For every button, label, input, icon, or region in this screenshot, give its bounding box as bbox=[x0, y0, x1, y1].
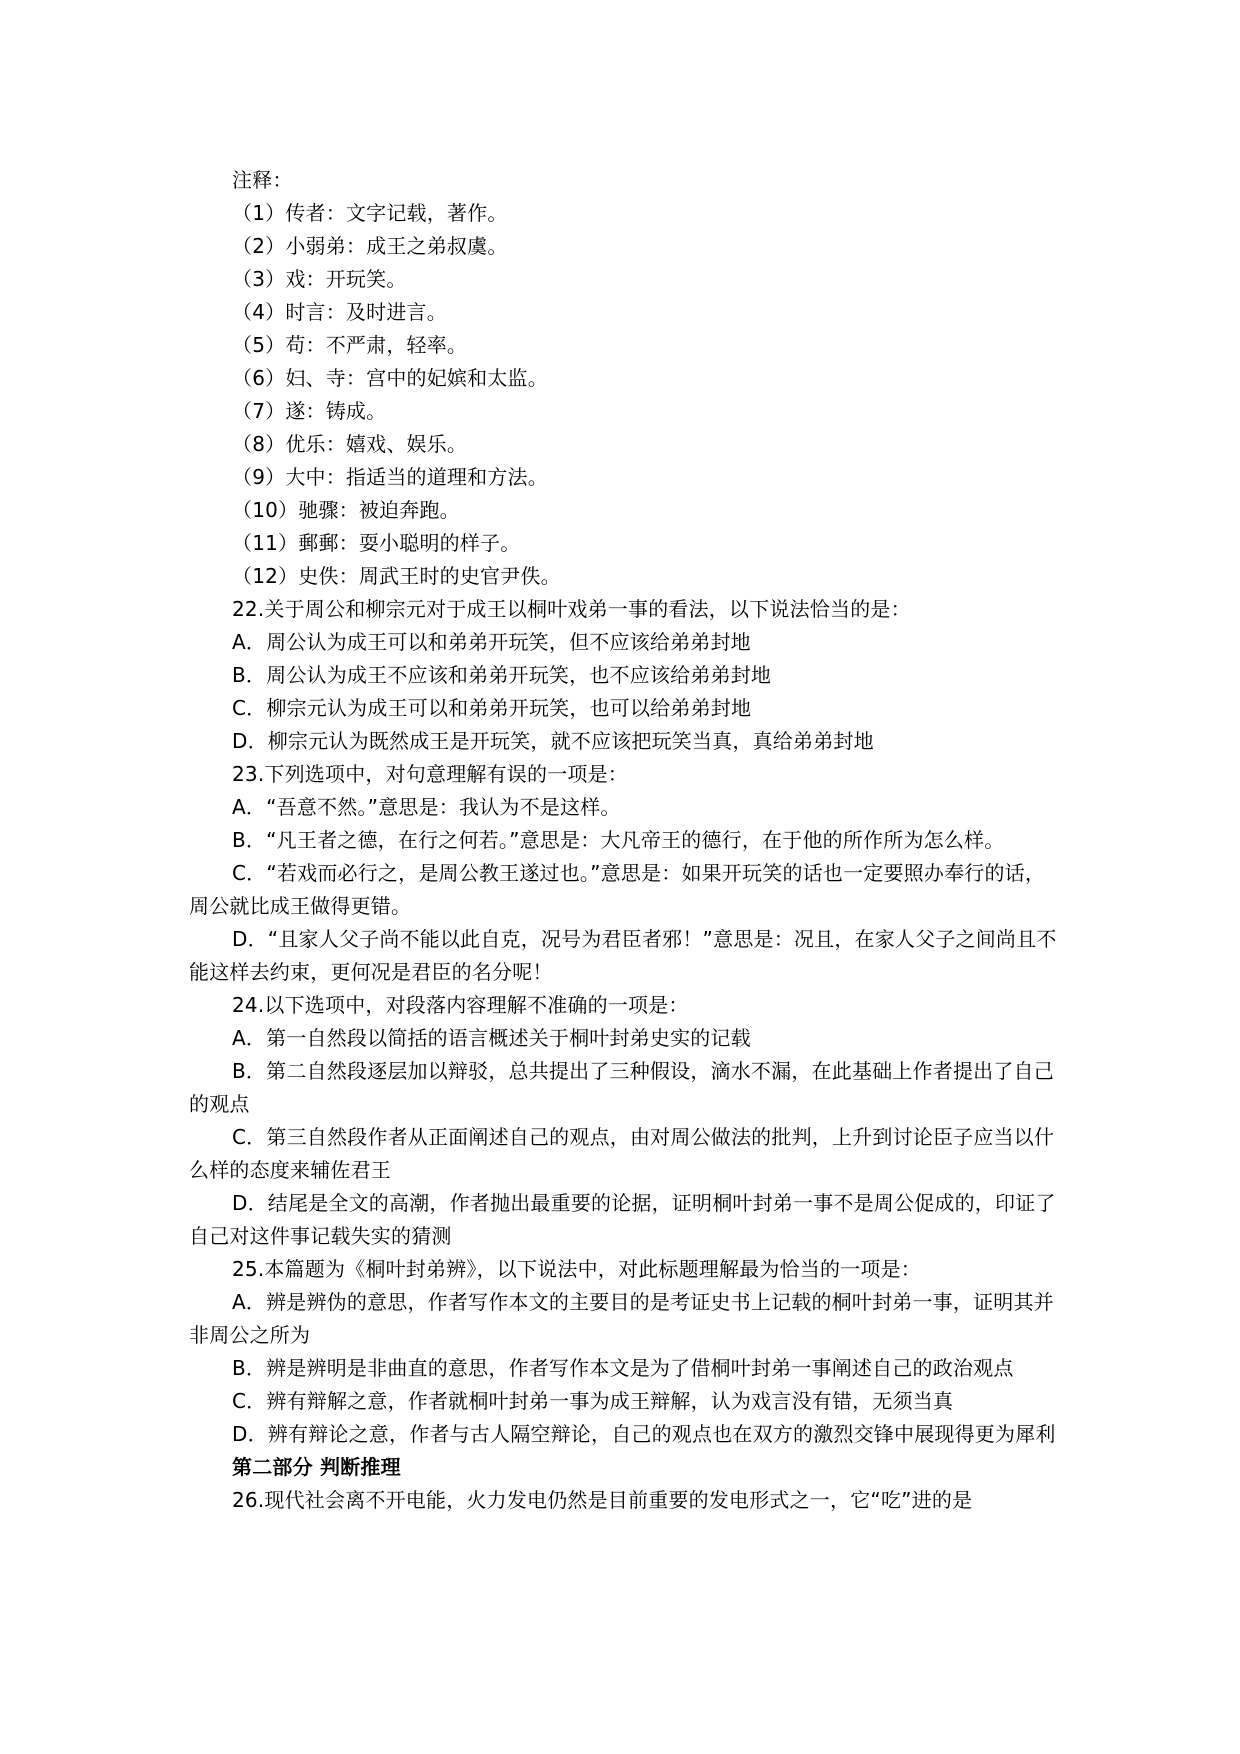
section-title: 第二部分 判断推理 bbox=[232, 1455, 401, 1479]
question-23-option-a: A．“吾意不然。”意思是：我认为不是这样。 bbox=[232, 795, 621, 819]
note-item: （9）大中：指适当的道理和方法。 bbox=[232, 465, 548, 489]
question-25-option-a: A．辨是辨伪的意思，作者写作本文的主要目的是考证史书上记载的桐叶封弟一事，证明其并非周公之所为 bbox=[189, 1290, 1054, 1347]
question-24-option-b: B．第二自然段逐层加以辩驳，总共提出了三种假设，滴水不漏，在此基础上作者提出了自己的观点 bbox=[189, 1059, 1054, 1116]
question-25-option-c: C．辨有辩解之意，作者就桐叶封弟一事为成王辩解，认为戏言没有错，无须当真 bbox=[232, 1389, 954, 1413]
question-22-stem: 22.关于周公和柳宗元对于成王以桐叶戏弟一事的看法，以下说法恰当的是： bbox=[232, 597, 911, 621]
note-item: （7）遂：铸成。 bbox=[232, 399, 387, 423]
note-item: （2）小弱弟：成王之弟叔虞。 bbox=[232, 234, 508, 258]
question-24-option-c: C．第三自然段作者从正面阐述自己的观点，由对周公做法的批判，上升到讨论臣子应当以什么样的态度来辅佐君王 bbox=[189, 1125, 1055, 1182]
note-item: （8）优乐：嬉戏、娱乐。 bbox=[232, 432, 468, 456]
question-25-option-d: D．辨有辩论之意，作者与古人隔空辩论，自己的观点也在双方的激烈交锋中展现得更为犀利 bbox=[232, 1422, 1056, 1446]
question-26-stem: 26.现代社会离不开电能，火力发电仍然是目前重要的发电形式之一，它“吃”进的是 bbox=[232, 1488, 973, 1512]
question-25-stem: 25.本篇题为《桐叶封弟辨》，以下说法中，对此标题理解最为恰当的一项是： bbox=[232, 1257, 922, 1281]
note-item: （11）郵郵：耍小聪明的样子。 bbox=[232, 531, 521, 555]
question-23-option-c: C．“若戏而必行之，是周公教王遂过也。”意思是：如果开玩笑的话也一定要照办奉行的话，周公就比成王做得更错。 bbox=[189, 861, 1046, 918]
question-22-option-c: C．柳宗元认为成王可以和弟弟开玩笑，也可以给弟弟封地 bbox=[232, 696, 752, 720]
question-24-option-d: D．结尾是全文的高潮，作者抛出最重要的论据，证明桐叶封弟一事不是周公促成的，印证了自己对这件事记载失实的猜测 bbox=[189, 1191, 1056, 1248]
note-item: （10）驰骤：被迫奔跑。 bbox=[232, 498, 460, 522]
question-22-option-a: A．周公认为成王可以和弟弟开玩笑，但不应该给弟弟封地 bbox=[232, 630, 751, 654]
question-22-option-d: D．柳宗元认为既然成王是开玩笑，就不应该把玩笑当真，真给弟弟封地 bbox=[232, 729, 874, 753]
notes-heading: 注释： bbox=[232, 168, 293, 192]
note-item: （12）史佚：周武王时的史官尹佚。 bbox=[232, 564, 561, 588]
question-24-stem: 24.以下选项中，对段落内容理解不准确的一项是： bbox=[232, 993, 689, 1017]
question-25-option-b: B．辨是辨明是非曲直的意思，作者写作本文是为了借桐叶封弟一事阐述自己的政治观点 bbox=[232, 1356, 1014, 1380]
note-item: （3）戏：开玩笑。 bbox=[232, 267, 407, 291]
note-item: （1）传者：文字记载，著作。 bbox=[232, 201, 508, 225]
note-item: （4）时言：及时进言。 bbox=[232, 300, 447, 324]
question-23-stem: 23.下列选项中，对句意理解有误的一项是： bbox=[232, 762, 629, 786]
question-22-option-b: B．周公认为成王不应该和弟弟开玩笑，也不应该给弟弟封地 bbox=[232, 663, 772, 687]
document-body bbox=[189, 164, 1059, 1517]
question-23-option-d: D．“且家人父子尚不能以此自克，况号为君臣者邪！”意思是：况且，在家人父子之间尚且不能这样去约束，更何况是君臣的名分呢！ bbox=[189, 927, 1057, 984]
note-item: （6）妇、寺：宫中的妃嫔和太监。 bbox=[232, 366, 548, 390]
question-23-option-b: B．“凡王者之德，在行之何若。”意思是：大凡帝王的德行，在于他的所作所为怎么样。 bbox=[232, 828, 1005, 852]
question-24-option-a: A．第一自然段以简括的语言概述关于桐叶封弟史实的记载 bbox=[232, 1026, 751, 1050]
note-item: （5）苟：不严肃，轻率。 bbox=[232, 333, 468, 357]
